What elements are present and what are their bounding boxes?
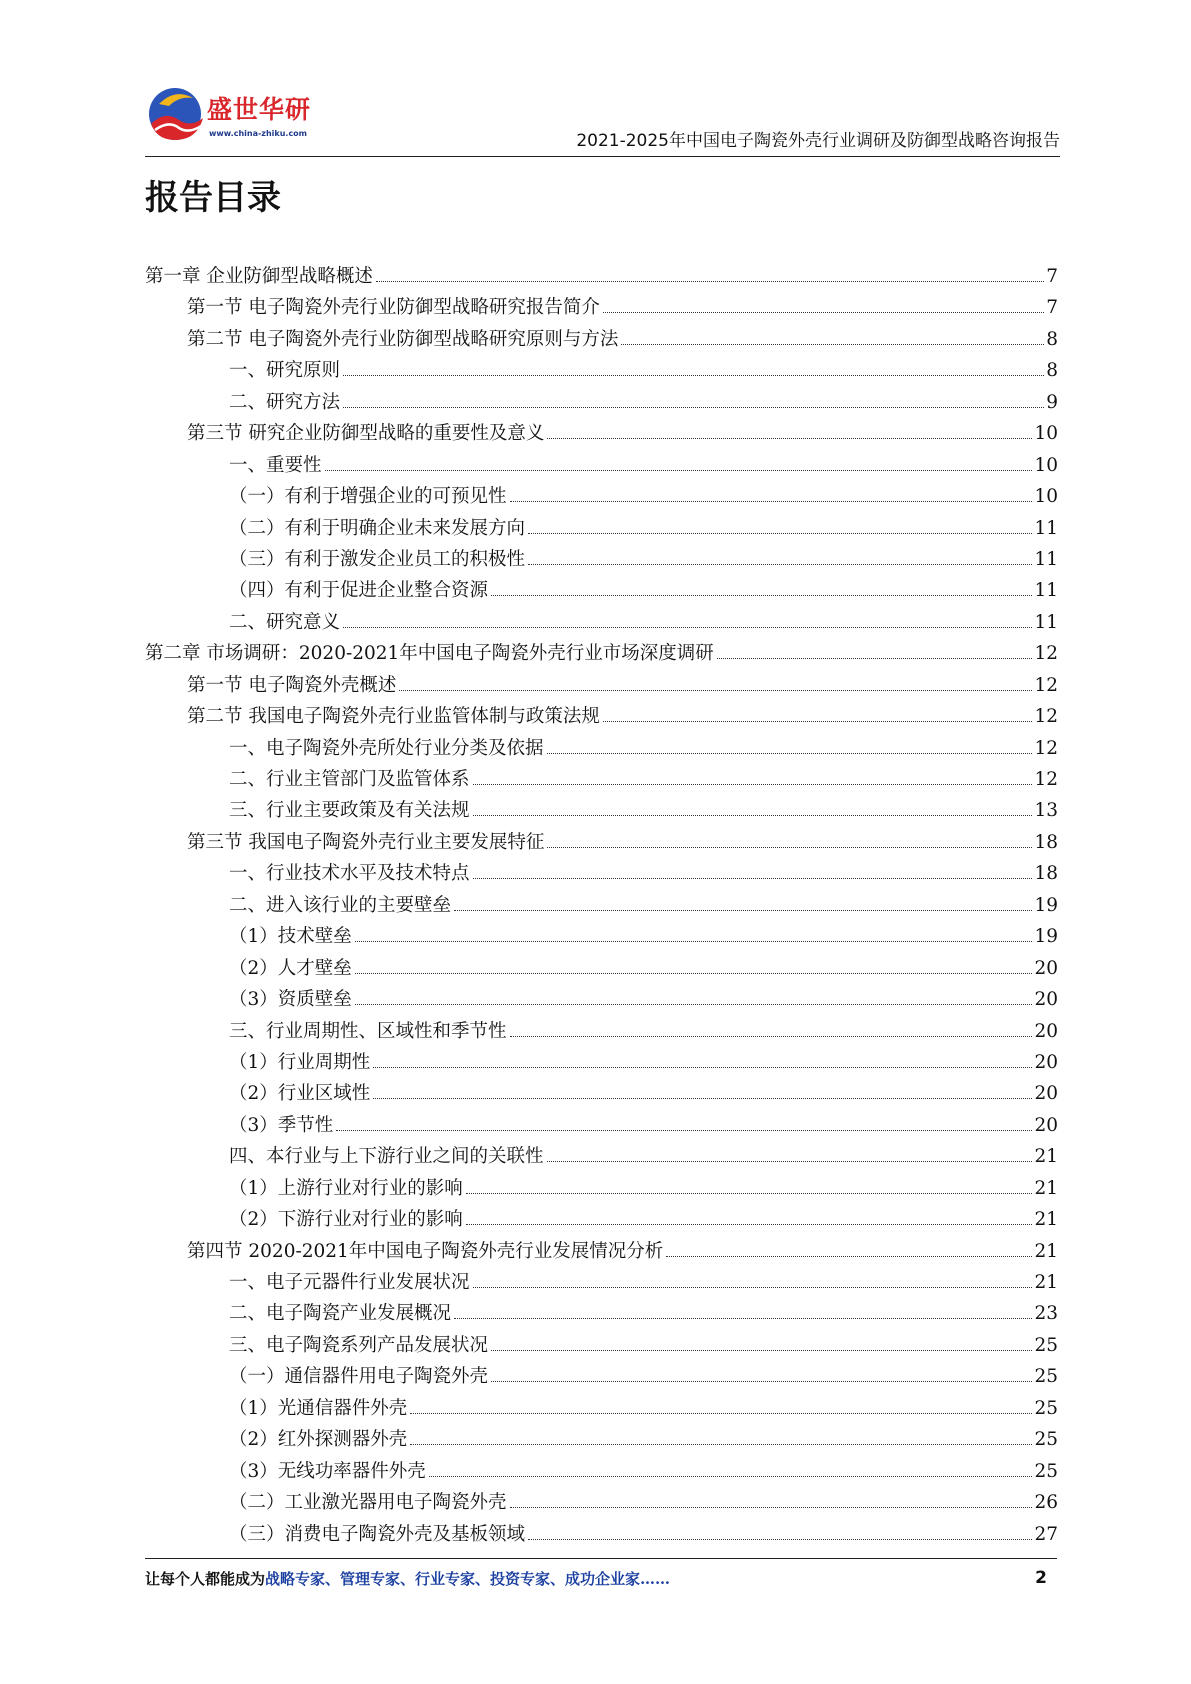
toc-entry-page: 19 [1034,894,1058,916]
toc-leader-dots [491,1350,1032,1351]
toc-entry-label: 第一节 电子陶瓷外壳概述 [187,674,397,696]
toc-entry-page: 11 [1034,580,1058,602]
toc-entry-page: 12 [1034,769,1058,790]
toc-leader-dots [473,1287,1033,1288]
page-title: 报告目录 [145,178,281,218]
toc-entry-label: （2）人才壁垒 [229,957,352,979]
toc-entry-page: 10 [1034,486,1058,508]
toc-entry-page: 13 [1034,800,1058,822]
toc-entry-page: 27 [1034,1523,1058,1545]
toc-entry-page: 19 [1034,926,1058,948]
page-number: 2 [1035,1568,1047,1588]
toc-entry[interactable] [145,388,1058,419]
toc-entry[interactable] [145,482,1058,513]
toc-entry-label: 二、进入该行业的主要壁垒 [229,894,452,916]
toc-entry[interactable] [145,293,1058,324]
toc-entry[interactable] [145,1488,1058,1519]
toc-leader-dots [510,1036,1033,1037]
toc-entry-label: （三）有利于激发企业员工的积极性 [229,548,526,570]
toc-leader-dots [510,501,1033,502]
toc-entry-page: 7 [1046,297,1058,319]
toc-entry[interactable] [145,859,1058,890]
toc-entry-label: （1）上游行业对行业的影响 [229,1177,463,1199]
toc-leader-dots [528,564,1032,565]
toc-entry-page: 11 [1034,517,1058,539]
toc-entry[interactable] [145,451,1058,482]
toc-entry-label: 一、电子元器件行业发展状况 [229,1272,470,1293]
toc-leader-dots [343,627,1032,628]
toc-entry[interactable] [145,1111,1058,1142]
toc-leader-dots [410,1413,1032,1414]
toc-entry-label: （1）光通信器件外壳 [229,1397,408,1419]
toc-entry-label: （2）下游行业对行业的影响 [229,1209,463,1231]
toc-entry[interactable] [145,765,1058,796]
document-title: 2021-2025年中国电子陶瓷外壳行业调研及防御型战略咨询报告 [576,131,1060,151]
toc-entry-page: 25 [1034,1366,1058,1388]
toc-entry[interactable] [145,1520,1058,1551]
toc-entry-page: 21 [1034,1272,1058,1293]
toc-leader-dots [621,344,1044,345]
toc-entry[interactable] [145,1331,1058,1362]
toc-entry-label: 三、行业主要政策及有关法规 [229,800,470,822]
toc-entry-page: 25 [1034,1460,1058,1482]
toc-entry[interactable] [145,1362,1058,1393]
toc-entry[interactable] [145,576,1058,607]
toc-entry-label: （2）红外探测器外壳 [229,1429,408,1451]
toc-entry-page: 20 [1034,1020,1058,1042]
toc-entry-page: 10 [1034,423,1058,445]
toc-leader-dots [547,1161,1033,1162]
toc-leader-dots [429,1476,1033,1477]
toc-entry-label: 第四节 2020-2021年中国电子陶瓷外壳行业发展情况分析 [187,1240,664,1262]
toc-leader-dots [547,438,1032,439]
toc-entry[interactable] [145,702,1058,733]
toc-entry[interactable] [145,262,1058,293]
toc-leader-dots [491,1381,1032,1382]
table-of-contents [145,262,1058,1551]
toc-leader-dots [603,721,1033,722]
toc-entry-label: 一、行业技术水平及技术特点 [229,863,470,885]
toc-leader-dots [466,1224,1033,1225]
toc-leader-dots [376,281,1044,282]
toc-leader-dots [355,941,1033,942]
toc-entry-page: 20 [1034,1083,1058,1105]
toc-entry[interactable] [145,545,1058,576]
toc-leader-dots [473,815,1033,816]
toc-entry-label: （1）技术壁垒 [229,926,352,948]
toc-entry[interactable] [145,1079,1058,1110]
toc-entry-label: （三）消费电子陶瓷外壳及基板领域 [229,1523,526,1545]
toc-entry-page: 25 [1034,1397,1058,1419]
toc-entry-page: 21 [1034,1177,1058,1199]
toc-entry[interactable] [145,891,1058,922]
toc-entry-page: 10 [1034,454,1058,476]
toc-leader-dots [454,910,1032,911]
toc-entry-label: 第一章 企业防御型战略概述 [145,266,373,287]
toc-leader-dots [547,753,1033,754]
toc-entry-label: 三、行业周期性、区域性和季节性 [229,1020,507,1042]
footer-slogan-prefix: 让每个人都能成为 [145,1570,266,1588]
toc-leader-dots [547,847,1032,848]
toc-entry[interactable] [145,419,1058,450]
toc-entry-label: 第二节 电子陶瓷外壳行业防御型战略研究原则与方法 [187,328,619,350]
toc-entry-page: 20 [1034,989,1058,1011]
toc-leader-dots [666,1256,1032,1257]
toc-entry[interactable] [145,1394,1058,1425]
toc-entry[interactable] [145,1237,1058,1268]
toc-entry[interactable] [145,734,1058,765]
toc-entry-page: 7 [1046,266,1058,287]
toc-leader-dots [528,533,1032,534]
toc-leader-dots [355,973,1033,974]
toc-entry[interactable] [145,325,1058,356]
toc-entry-label: 四、本行业与上下游行业之间的关联性 [229,1146,544,1168]
toc-entry-label: 第二章 市场调研：2020-2021年中国电子陶瓷外壳行业市场深度调研 [145,643,714,665]
footer-slogan-emphasis: 战略专家、管理专家、行业专家、投资专家、成功企业家…… [265,1570,671,1588]
toc-entry[interactable] [145,608,1058,639]
toc-entry-page: 8 [1046,328,1058,350]
toc-entry[interactable] [145,671,1058,702]
toc-entry-page: 20 [1034,1051,1058,1073]
toc-entry[interactable] [145,954,1058,985]
toc-leader-dots [336,1130,1032,1131]
toc-entry-label: （3）资质壁垒 [229,989,352,1011]
toc-leader-dots [343,375,1044,376]
company-logo [145,84,335,148]
logo-text: 盛世华研 [207,95,312,124]
logo-emblem-icon [145,84,209,148]
toc-entry-label: 二、行业主管部门及监管体系 [229,769,470,790]
toc-entry-page: 11 [1034,611,1058,633]
toc-entry-label: 第三节 我国电子陶瓷外壳行业主要发展特征 [187,831,545,853]
toc-entry-page: 18 [1034,863,1058,885]
toc-entry-page: 25 [1034,1429,1058,1451]
toc-entry[interactable] [145,1174,1058,1205]
toc-leader-dots [373,1098,1032,1099]
toc-entry-label: （一）有利于增强企业的可预见性 [229,486,507,508]
toc-entry-label: 第一节 电子陶瓷外壳行业防御型战略研究报告简介 [187,297,600,319]
toc-leader-dots [717,658,1033,659]
toc-entry[interactable] [145,1017,1058,1048]
toc-entry-page: 20 [1034,1114,1058,1136]
toc-entry-page: 26 [1034,1492,1058,1514]
page-header [145,78,1060,158]
toc-entry-page: 12 [1034,674,1058,696]
logo-url: www.china-zhiku.com [209,129,308,138]
toc-entry-label: 一、研究原则 [229,360,341,382]
toc-entry-page: 11 [1034,548,1058,570]
toc-entry-label: （二）工业激光器用电子陶瓷外壳 [229,1492,507,1514]
toc-entry-page: 8 [1046,360,1058,382]
toc-entry-label: 第三节 研究企业防御型战略的重要性及意义 [187,423,545,445]
toc-entry-page: 23 [1034,1303,1058,1325]
toc-leader-dots [454,1318,1032,1319]
toc-entry[interactable] [145,639,1058,670]
footer-divider [145,1558,1057,1559]
toc-entry-label: 一、重要性 [229,454,322,476]
toc-leader-dots [528,1539,1032,1540]
toc-entry-label: （四）有利于促进企业整合资源 [229,580,489,602]
toc-leader-dots [466,1193,1033,1194]
toc-entry[interactable] [145,922,1058,953]
toc-leader-dots [355,1004,1033,1005]
toc-entry[interactable] [145,1268,1058,1299]
toc-entry-label: 一、电子陶瓷外壳所处行业分类及依据 [229,737,544,759]
header-divider [145,156,1060,157]
toc-entry[interactable] [145,1299,1058,1330]
toc-entry-label: （3）无线功率器件外壳 [229,1460,426,1482]
toc-entry-page: 21 [1034,1146,1058,1168]
toc-leader-dots [510,1507,1033,1508]
toc-entry-page: 12 [1034,706,1058,728]
toc-entry[interactable] [145,356,1058,387]
toc-entry-page: 12 [1034,737,1058,759]
toc-entry[interactable] [145,1425,1058,1456]
toc-leader-dots [325,470,1033,471]
toc-entry-label: 二、研究方法 [229,391,341,413]
toc-leader-dots [603,312,1044,313]
toc-leader-dots [399,690,1032,691]
toc-entry-label: 第二节 我国电子陶瓷外壳行业监管体制与政策法规 [187,706,600,728]
toc-leader-dots [491,595,1032,596]
toc-entry-label: （2）行业区域性 [229,1083,371,1105]
toc-entry-label: （1）行业周期性 [229,1051,371,1073]
toc-entry-label: 二、电子陶瓷产业发展概况 [229,1303,452,1325]
toc-entry-page: 18 [1034,831,1058,853]
toc-entry[interactable] [145,985,1058,1016]
toc-entry-page: 25 [1034,1334,1058,1356]
toc-entry[interactable] [145,796,1058,827]
toc-entry-label: （3）季节性 [229,1114,334,1136]
toc-entry-label: 三、电子陶瓷系列产品发展状况 [229,1334,489,1356]
toc-entry[interactable] [145,1048,1058,1079]
toc-leader-dots [373,1067,1032,1068]
toc-entry-label: 二、研究意义 [229,611,341,633]
toc-entry[interactable] [145,828,1058,859]
toc-entry-page: 21 [1034,1209,1058,1231]
page-footer [145,1568,1057,1598]
toc-entry[interactable] [145,1457,1058,1488]
toc-leader-dots [473,784,1033,785]
toc-entry-page: 21 [1034,1240,1058,1262]
toc-entry-label: （一）通信器件用电子陶瓷外壳 [229,1366,489,1388]
toc-entry-label: （二）有利于明确企业未来发展方向 [229,517,526,539]
toc-entry-page: 20 [1034,957,1058,979]
toc-entry-page: 9 [1046,391,1058,413]
toc-leader-dots [410,1444,1032,1445]
toc-entry[interactable] [145,514,1058,545]
toc-entry[interactable] [145,1142,1058,1173]
toc-entry-page: 12 [1034,643,1058,665]
toc-entry[interactable] [145,1205,1058,1236]
toc-leader-dots [343,407,1044,408]
toc-leader-dots [473,878,1033,879]
